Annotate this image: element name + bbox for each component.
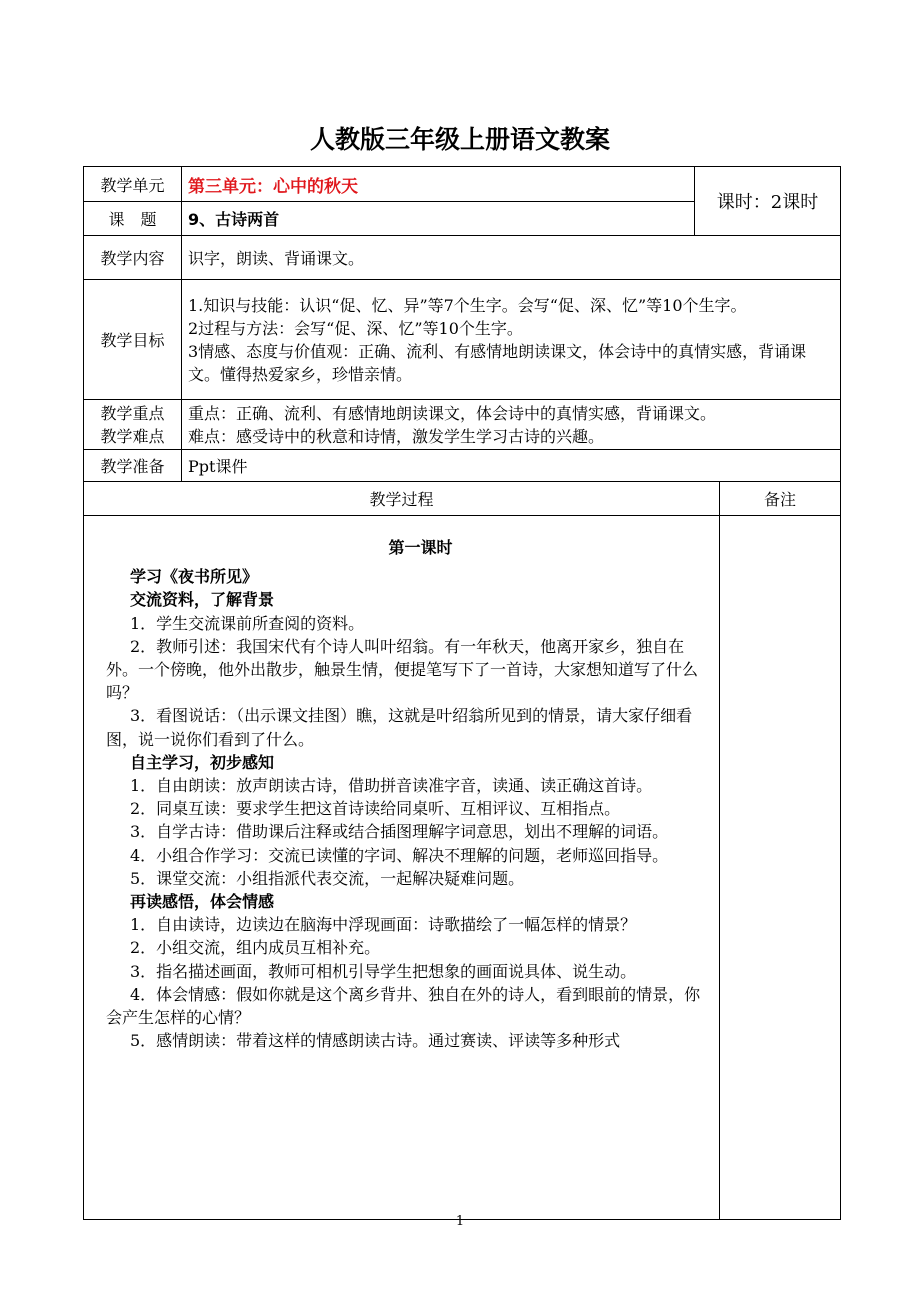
step-item: 2．同桌互读：要求学生把这首诗读给同桌听、互相评议、互相指点。: [130, 799, 621, 819]
key-value: 重点：正确、流利、有感情地朗读课文，体会诗中的真情实感，背诵课文。: [188, 403, 717, 423]
prep-value: Ppt课件: [182, 450, 841, 482]
period-cell: 课时：2课时: [695, 167, 841, 236]
step-item: 5．感情朗读：带着这样的情感朗读古诗。通过赛读、评读等多种形式: [130, 1031, 621, 1051]
content-label: 教学内容: [84, 236, 182, 280]
process-content: [84, 516, 720, 1220]
unit-label: 教学单元: [84, 167, 182, 202]
process-header: 教学过程: [84, 482, 720, 516]
lesson-heading: 第一课时: [388, 538, 453, 557]
step-item: 3．自学古诗：借助课后注释或结合插图理解字词意思，划出不理解的词语。: [130, 822, 669, 842]
unit-value: 第三单元：心中的秋天: [182, 167, 695, 202]
key-diff-label: [84, 400, 182, 450]
step-item: 1．自由读诗，边读边在脑海中浮现画面：诗歌描绘了一幅怎样的情景？: [130, 915, 637, 935]
process-table: [83, 481, 841, 1220]
goal-label: 教学目标: [84, 280, 182, 400]
page-title: 人教版三年级上册语文教案: [309, 125, 610, 154]
goal-item: 1.知识与技能：认识“促、忆、异”等7个生字。会写“促、深、忆”等10个生字。: [188, 295, 747, 315]
step-item: 3．指名描述画面，教师可相机引导学生把想象的画面说具体、说生动。: [130, 961, 637, 981]
goal-item: 2过程与方法：会写“促、深、忆”等10个生字。: [188, 318, 523, 338]
step-item: 5．课堂交流：小组指派代表交流，一起解决疑难问题。: [130, 868, 525, 888]
key-label: 教学重点: [100, 403, 165, 423]
section-title: 再读感悟，体会情感: [130, 892, 275, 912]
step-item: 1．自由朗读：放声朗读古诗，借助拼音读准字音，读通、读正确这首诗。: [130, 776, 653, 796]
step-item: 2．教师引述：我国宋代有个诗人叫叶绍翁。有一年秋天，他离开家乡，独自在外。一个傍晚，他外出散步，触景生情，便提笔写下了一首诗，大家想知道写了什么吗？: [106, 636, 699, 703]
goal-list: [182, 280, 841, 400]
step-item: 2．小组交流，组内成员互相补充。: [130, 938, 381, 958]
step-item: 4．体会情感：假如你就是这个离乡背井、独自在外的诗人，看到眼前的情景，你会产生怎样的心情？: [106, 984, 701, 1028]
study-title: 学习《夜书所见》: [130, 567, 259, 587]
diff-value: 难点：感受诗中的秋意和诗情，激发学生学习古诗的兴趣。: [188, 426, 605, 446]
key-diff-value: [182, 400, 841, 450]
lesson-label: 课 题: [84, 202, 182, 236]
content-value: 识字，朗读、背诵课文。: [182, 236, 841, 280]
prep-label: 教学准备: [84, 450, 182, 482]
step-item: 4．小组合作学习：交流已读懂的字词、解决不理解的问题，老师巡回指导。: [130, 845, 669, 865]
lesson-info-table: [83, 166, 841, 482]
notes-header: 备注: [720, 482, 841, 516]
notes-cell: [720, 516, 841, 1220]
section-title: 自主学习，初步感知: [130, 752, 275, 772]
section-title: 交流资料，了解背景: [130, 590, 275, 610]
step-item: 3．看图说话：（出示课文挂图）瞧，这就是叶绍翁所见到的情景，请大家仔细看图，说一说你们看到了什么。: [106, 706, 693, 749]
lesson-value: 9、古诗两首: [182, 202, 695, 236]
step-item: 1．学生交流课前所查阅的资料。: [130, 613, 365, 633]
page-number: 1: [455, 1214, 465, 1229]
goal-item: 3情感、态度与价值观：正确、流利、有感情地朗读课文，体会诗中的真情实感，背诵课文。懂得热爱家乡，珍惜亲情。: [188, 341, 807, 384]
diff-label: 教学难点: [100, 426, 165, 446]
